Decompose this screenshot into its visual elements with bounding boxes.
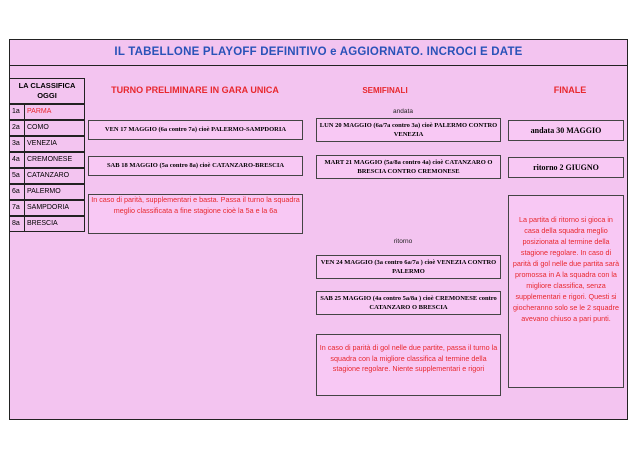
semifinali-header: SEMIFINALI <box>362 86 408 95</box>
classifica-separator <box>24 217 25 231</box>
finale-andata: andata 30 MAGGIO <box>508 120 624 141</box>
classifica-separator <box>24 137 25 151</box>
classifica-header: LA CLASSIFICA OGGI <box>9 78 85 104</box>
classifica-team: COMO <box>27 124 49 131</box>
classifica-team: BRESCIA <box>27 220 58 227</box>
preliminare-match-1: VEN 17 MAGGIO (6a contro 7a) cioè PALERMO-SAMPDORIA <box>88 120 303 140</box>
classifica-position: 2a <box>12 124 20 131</box>
preliminare-note: In caso di parità, supplementari e basta. Passa il turno la squadra meglio classificata a fine stagione cioè la 5a e la 6a <box>88 194 303 234</box>
classifica-row <box>9 216 85 232</box>
semifinale-andata-2: MART 21 MAGGIO (5a/8a contro 4a) cioè CATANZARO O BRESCIA CONTRO CREMONESE <box>316 155 501 179</box>
classifica-position: 8a <box>12 220 20 227</box>
preliminare-header: TURNO PRELIMINARE IN GARA UNICA <box>111 85 279 95</box>
classifica-row <box>9 120 85 136</box>
semifinale-andata-1: LUN 20 MAGGIO (6a/7a contro 3a) cioè PALERMO CONTRO VENEZIA <box>316 118 501 142</box>
semifinali-note: In caso di parità di gol nelle due partite, passa il turno la squadra con la migliore classifica al termine della stagione regolare. Niente supplementari e rigori <box>316 334 501 396</box>
classifica-position: 4a <box>12 156 20 163</box>
classifica-team: VENEZIA <box>27 140 57 147</box>
finale-note: La partita di ritorno si gioca in casa della squadra meglio posizionata al termine della stagione regolare. In caso di parità di gol nelle due partita sarà promossa in A la squadra con la migliore classifica, senza supplementari e rigori. Questi si giocheranno solo se le 2 squadre avevano chiuso a pari punti. <box>508 195 624 388</box>
classifica-position: 1a <box>12 108 20 115</box>
semifinale-ritorno-1: VEN 24 MAGGIO (3a contro 6a/7a ) cioè VENEZIA CONTRO PALERMO <box>316 255 501 279</box>
classifica-separator <box>24 121 25 135</box>
classifica-separator <box>24 201 25 215</box>
classifica-position: 7a <box>12 204 20 211</box>
classifica-position: 6a <box>12 188 20 195</box>
classifica-row <box>9 104 85 120</box>
classifica-row <box>9 152 85 168</box>
finale-header: FINALE <box>553 85 587 95</box>
page-title: IL TABELLONE PLAYOFF DEFINITIVO e AGGIORNATO. INCROCI E DATE <box>9 39 628 66</box>
classifica-team: PALERMO <box>27 188 61 195</box>
classifica-team: PARMA <box>27 108 52 115</box>
classifica-team: CATANZARO <box>27 172 70 179</box>
classifica-row <box>9 184 85 200</box>
classifica-position: 3a <box>12 140 20 147</box>
andata-label: andata <box>393 108 413 115</box>
finale-ritorno: ritorno 2 GIUGNO <box>508 157 624 178</box>
classifica-row <box>9 200 85 216</box>
classifica-row <box>9 168 85 184</box>
semifinale-ritorno-2: SAB 25 MAGGIO (4a contro 5a/8a ) cioè CREMONESE contro CATANZARO O BRESCIA <box>316 291 501 315</box>
classifica-row <box>9 136 85 152</box>
preliminare-match-2: SAB 18 MAGGIO (5a contro 8a) cioè CATANZARO-BRESCIA <box>88 156 303 176</box>
classifica-team: SAMPDORIA <box>27 204 70 211</box>
classifica-separator <box>24 169 25 183</box>
classifica-separator <box>24 153 25 167</box>
classifica-position: 5a <box>12 172 20 179</box>
classifica-separator <box>24 105 25 119</box>
classifica-team: CREMONESE <box>27 156 73 163</box>
classifica-separator <box>24 185 25 199</box>
ritorno-label: ritorno <box>393 238 413 245</box>
